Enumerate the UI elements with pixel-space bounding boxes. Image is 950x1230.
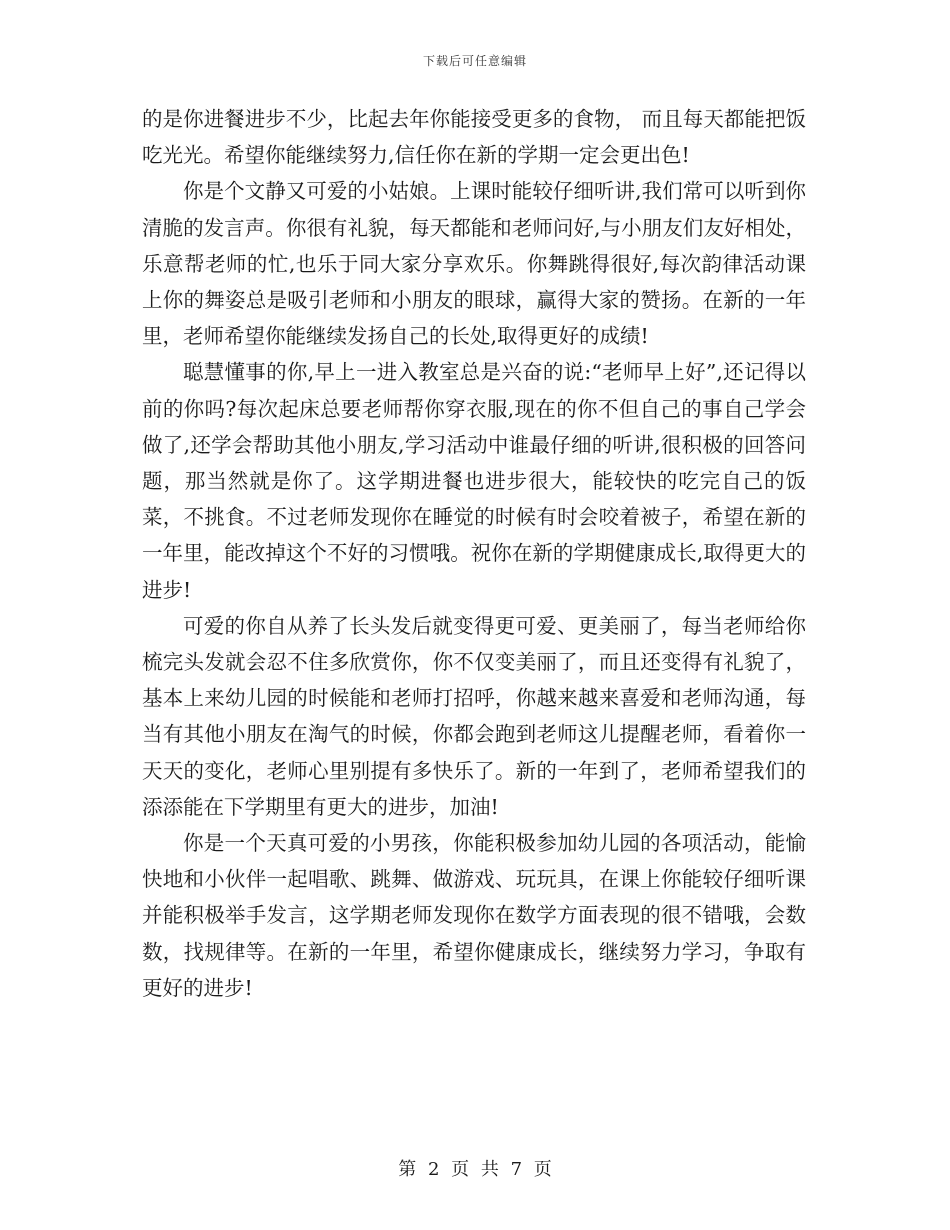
page-header: 下载后可任意编辑 — [422, 54, 527, 68]
paragraph-3: 聪慧懂事的你,早上一进入教室总是兴奋的说:“老师早上好”,还记得以前的你吗?每次起床总要老师帮你穿衣服,现在的你不但自己的事自己学会做了,还学会帮助其他小朋友,学习活动中谁最仔细的听讲,很积极的回答问题，那当然就是你了。这学期进餐也进步很大，能较快的吃完自己的饭菜，不挑食。不过老师发现你在睡觉的时候有时会咬着被子，希望在新的一年里，能改掉这个不好的习惯哦。祝你在新的学期健康成长,取得更大的进步! — [142, 360, 806, 602]
paragraph-2: 你是个文静又可爱的小姑娘。上课时能较仔细听讲,我们常可以听到你清脆的发言声。你很有礼貌，每天都能和老师问好,与小朋友们友好相处，乐意帮老师的忙,也乐于同大家分享欢乐。你舞跳得很好,每次韵律活动课上你的舞姿总是吸引老师和小朋友的眼球，赢得大家的赞扬。在新的一年里，老师希望你能继续发扬自己的长处,取得更好的成绩! — [142, 179, 806, 349]
paragraph-4: 可爱的你自从养了长头发后就变得更可爱、更美丽了，每当老师给你梳完头发就会忍不住多欣赏你，你不仅变美丽了，而且还变得有礼貌了，基本上来幼儿园的时候能和老师打招呼，你越来越来喜爱和老师沟通，每当有其他小朋友在淘气的时候，你都会跑到老师这儿提醒老师，看着你一天天的变化，老师心里别提有多快乐了。新的一年到了，老师希望我们的添添能在下学期里有更大的进步，加油! — [142, 613, 806, 819]
paragraph-5: 你是一个天真可爱的小男孩，你能积极参加幼儿园的各项活动，能愉快地和小伙伴一起唱歌、跳舞、做游戏、玩玩具，在课上你能较仔细听课并能积极举手发言，这学期老师发现你在数学方面表现的很不错哦，会数数，找规律等。在新的一年里，希望你健康成长，继续努力学习，争取有更好的进步! — [142, 831, 806, 1000]
page-number: 第 2 页 共 7 页 — [398, 1159, 552, 1180]
body-text — [142, 101, 806, 1006]
paragraph-1: 的是你进餐进步不少，比起去年你能接受更多的食物， 而且每天都能把饭吃光光。希望你能继续努力,信任你在新的学期一定会更出色! — [142, 107, 806, 168]
